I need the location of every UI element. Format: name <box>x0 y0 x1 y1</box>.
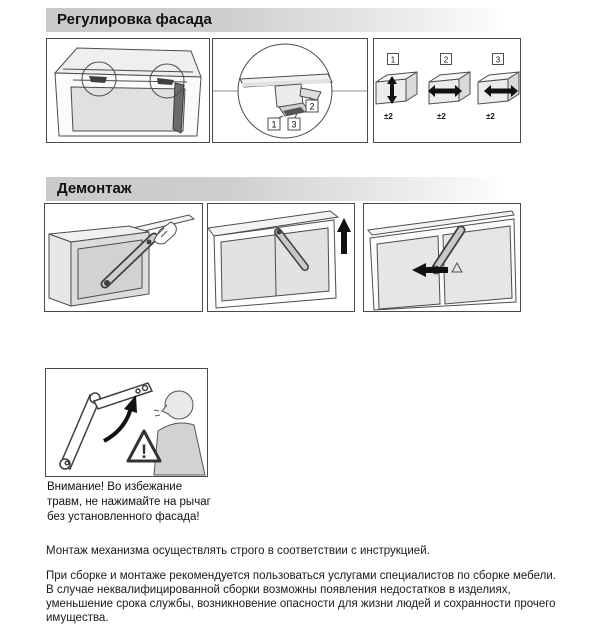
svg-text:2: 2 <box>309 101 315 112</box>
panel-warning <box>45 368 208 477</box>
fitting-detail-illustration <box>213 39 367 142</box>
panel-adjustment-directions <box>373 38 521 143</box>
panel-disassembly-step3 <box>363 203 521 312</box>
up-arrow <box>337 218 351 254</box>
svg-text:1: 1 <box>271 119 277 130</box>
panel-adjustment-detail <box>212 38 368 143</box>
callout-1 <box>268 118 280 130</box>
svg-text:!: ! <box>140 442 148 463</box>
warning-triangle-icon <box>128 431 160 463</box>
cabinet-side <box>49 234 71 306</box>
warning-caption-line: травм, не нажимайте на рычаг <box>47 496 211 508</box>
callout-3 <box>288 118 300 130</box>
adjustment-directions-illustration <box>374 39 520 142</box>
panel-disassembly-step2 <box>207 203 355 312</box>
svg-text:±2: ±2 <box>437 112 446 121</box>
slide-off-illustration <box>364 204 520 311</box>
warning-illustration <box>46 369 207 476</box>
svg-text:1: 1 <box>390 55 396 65</box>
svg-text:±2: ±2 <box>384 112 393 121</box>
left-fitting <box>89 76 107 83</box>
adjust-box-2 <box>428 54 470 122</box>
open-door <box>55 48 201 77</box>
cabinet-opening <box>71 87 185 131</box>
section-title-disassembly: Демонтаж <box>46 177 503 201</box>
mounting-note: Монтаж механизма осуществлять строго в соответствии с инструкцией. <box>46 544 430 557</box>
warning-caption-line: без установленного фасада! <box>47 511 200 523</box>
cabinet-interior <box>78 240 142 299</box>
press-button-illustration <box>45 204 202 311</box>
svg-text:2: 2 <box>443 55 449 65</box>
person <box>154 391 205 475</box>
warning-caption <box>47 480 262 525</box>
adjust-box-3 <box>478 54 519 122</box>
adjust-box-1 <box>376 54 417 122</box>
svg-text:3: 3 <box>291 119 297 130</box>
lift-up-illustration <box>208 204 354 311</box>
section-title-adjustment: Регулировка фасада <box>46 8 503 32</box>
cabinet-open-flap-illustration <box>47 39 209 142</box>
warning-caption-line: Внимание! Во избежание <box>47 481 183 493</box>
svg-text:±2: ±2 <box>486 112 495 121</box>
callout-2 <box>306 100 318 112</box>
assembly-note: При сборке и монтаже рекомендуется пользоваться услугами специалистов по сборке мебели. В случае неквалифицированной сборки возможны появления недостатков в изделиях, уменьшение срока службы, возникновение опасности для жизни людей и сохранности прочего имущества. <box>46 569 556 624</box>
panel-adjustment-overview <box>46 38 210 143</box>
panel-disassembly-step1 <box>44 203 203 312</box>
svg-text:3: 3 <box>495 55 501 65</box>
